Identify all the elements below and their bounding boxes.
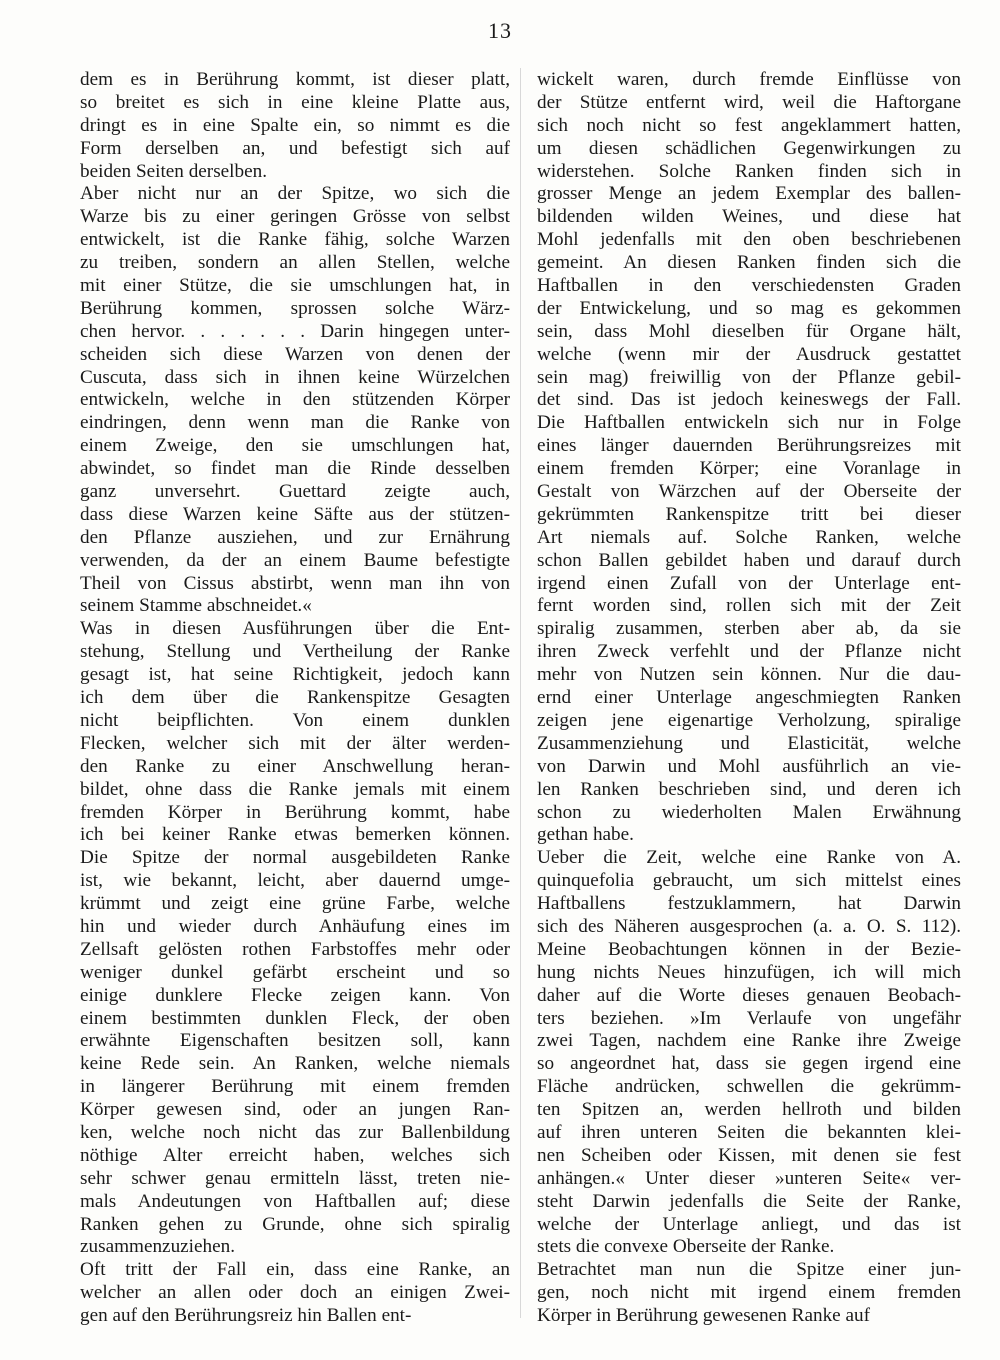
text-line: Die Spitze der normal ausgebildeten Ranke	[80, 847, 510, 869]
text-line: Form derselben an, und befestigt sich auf	[80, 137, 510, 159]
text-line: wickelt waren, durch fremde Einflüsse von	[537, 69, 961, 90]
text-line: sich noch nicht so fest angeklammert hatten,	[537, 114, 961, 136]
text-line: fremden Körper in Berührung kommt, habe	[80, 801, 510, 823]
text-line: bildet, ohne dass die Ranke jemals mit einem	[80, 778, 510, 800]
text-line: seinem Stamme abschneidet.«	[80, 595, 312, 617]
text-line: Körper gewesen sind, oder an jungen Ran-	[80, 1099, 510, 1121]
text-line: Gestalt von Wärzchen auf der Oberseite der	[537, 481, 961, 503]
text-line: sein, dass Mohl dieselben für Organe hält,	[537, 320, 961, 342]
text-line: Die Haftballen entwickeln sich nur in Folge	[537, 412, 961, 434]
text-line: irgend einen Zufall von der Unterlage ent-	[537, 572, 961, 594]
text-line: sehr schwer genau ermitteln lässt, treten nie-	[80, 1167, 510, 1189]
text-line: entwickelt, ist die Ranke fähig, solche Warzen	[80, 229, 510, 251]
text-line: Zellsaft gelösten rothen Farbstoffes mehr oder	[80, 938, 510, 960]
text-line: der Stütze entfernt wird, weil die Haftorgane	[537, 91, 961, 113]
text-line: ten Spitzen an, werden hellroth und bilden	[537, 1099, 961, 1121]
text-line: in längerer Berührung mit einem fremden	[80, 1076, 510, 1098]
text-line: keine Rede sein. An Ranken, welche niemals	[80, 1053, 510, 1075]
column-divider	[520, 68, 521, 1318]
right-text-column	[537, 69, 961, 1328]
text-line: Meine Beobachtungen können in der Bezie-	[537, 938, 961, 960]
text-line: gekrümmten Rankenspitze tritt bei dieser	[537, 503, 961, 525]
text-line: quinquefolia gebraucht, um sich mittelst eines	[537, 870, 961, 892]
text-line: dass diese Warzen keine Säfte aus der stützen-	[80, 503, 510, 525]
text-line: nen Scheiben oder Kissen, mit denen sie fest	[537, 1144, 961, 1166]
text-line: zusammenzuziehen.	[80, 1236, 236, 1258]
text-line: ken, welche noch nicht das zur Ballenbildung	[80, 1121, 510, 1143]
text-line: verwenden, da der an einem Baume befestigte	[80, 549, 510, 571]
text-line: eindringen, denn wenn man die Ranke von	[80, 412, 510, 434]
text-line: Fläche andrücken, schwellen die gekrümm-	[537, 1076, 961, 1098]
text-line: gemeint. An diesen Ranken finden sich die	[537, 252, 961, 274]
text-line: Oft tritt der Fall ein, dass eine Ranke, an	[80, 1259, 510, 1281]
text-line: zwei Tagen, nachdem eine Ranke ihre Zweige	[537, 1030, 961, 1052]
text-line: schon Ballen gebildet haben und darauf durch	[537, 549, 961, 571]
text-line: Aber nicht nur an der Spitze, wo sich die	[80, 183, 510, 205]
text-line: Betrachtet man nun die Spitze einer jun-	[537, 1259, 961, 1281]
text-line: beiden Seiten derselben.	[80, 160, 268, 182]
text-line: einem fremden Körper; eine Voranlage in	[537, 458, 961, 480]
text-line: Mohl jedenfalls mit den oben beschriebenen	[537, 229, 961, 251]
text-line: stets die convexe Oberseite der Ranke.	[537, 1236, 835, 1258]
text-line: ich bei keiner Ranke etwas bemerken können.	[80, 824, 510, 846]
text-line: zu treiben, sondern an allen Stellen, welche	[80, 252, 510, 274]
left-text-column	[80, 69, 510, 1328]
text-line: krümmt und zeigt eine grüne Farbe, welche	[80, 893, 510, 915]
text-line: gen, noch nicht mit irgend einem fremden	[537, 1282, 961, 1304]
text-line: Zusammenziehung und Elasticität, welche	[537, 732, 961, 754]
text-line: Berührung kommen, sprossen solche Wärz-	[80, 297, 510, 319]
text-line: Ranken gehen zu Grunde, ohne sich spiralig	[80, 1213, 510, 1235]
text-line: den Ranke zu einer Anschwellung heran-	[80, 755, 510, 777]
text-line: fernt worden sind, rollen sich mit der Zeit	[537, 595, 961, 617]
text-line: mit einer Stütze, die sie umschlungen hat, in	[80, 275, 510, 297]
text-line: anhängen.« Unter dieser »unteren Seite« ver-	[537, 1167, 961, 1189]
text-line: ters beziehen. »Im Verlaufe von ungefähr	[537, 1007, 961, 1029]
text-line: abwindet, so findet man die Rinde desselben	[80, 458, 510, 480]
text-line: Haftballen in den verschiedensten Graden	[537, 275, 961, 297]
text-line: Warze bis zu einer geringen Grösse von selbst	[80, 206, 510, 228]
text-line: hung nichts Neues hinzufügen, ich will mich	[537, 961, 961, 983]
text-line: weniger dunkel gefärbt erscheint und so	[80, 961, 510, 983]
text-line: ich dem über die Rankenspitze Gesagten	[80, 687, 510, 709]
text-line: chen hervor. . . . . . . Darin hingegen unter-	[80, 320, 510, 342]
text-line: det sind. Das ist jedoch keineswegs der Fall.	[537, 389, 961, 411]
text-line: daher auf die Worte dieses genauen Beobach-	[537, 984, 961, 1006]
text-line: sein mag) freiwillig von der Pflanze gebil-	[537, 366, 961, 388]
text-line: erwähnte Eigenschaften besitzen soll, kann	[80, 1030, 510, 1052]
text-line: len Ranken beschrieben sind, und deren ich	[537, 778, 961, 800]
text-line: gesagt ist, hat seine Richtigkeit, jedoch kann	[80, 664, 510, 686]
text-line: Was in diesen Ausführungen über die Ent-	[80, 618, 510, 640]
text-line: dringt es in eine Spalte ein, so nimmt es die	[80, 114, 510, 136]
text-line: ihren Zweck verfehlt und der Pflanze nicht	[537, 641, 961, 663]
text-line: widerstehen. Solche Ranken finden sich in	[537, 160, 961, 182]
text-line: welche der Unterlage anliegt, und das ist	[537, 1213, 961, 1235]
text-line: eines länger dauernden Berührungsreizes mit	[537, 435, 961, 457]
text-line: spiralig zusammen, sterben aber ab, da sie	[537, 618, 961, 640]
text-line: dem es in Berührung kommt, ist dieser platt,	[80, 69, 510, 90]
text-line: gethan habe.	[537, 824, 634, 846]
text-line: nöthige Alter erreicht haben, welches sich	[80, 1144, 510, 1166]
text-line: einem Zweige, den sie umschlungen hat,	[80, 435, 510, 457]
text-line: Art niemals auf. Solche Ranken, welche	[537, 526, 961, 548]
text-line: scheiden sich diese Warzen von denen der	[80, 343, 510, 365]
text-line: den Pflanze ausziehen, und zur Ernährung	[80, 526, 510, 548]
text-line: auf ihren unteren Seiten die bekannten klei-	[537, 1121, 961, 1143]
text-line: grosser Menge an jedem Exemplar des ballen-	[537, 183, 961, 205]
text-line: Haftballens festzuklammern, hat Darwin	[537, 893, 961, 915]
text-line: einige dunklere Flecke zeigen kann. Von	[80, 984, 510, 1006]
text-line: schon zu wiederholten Malen Erwähnung	[537, 801, 961, 823]
text-line: ernd einer Unterlage angeschmiegten Ranken	[537, 687, 961, 709]
text-line: Theil von Cissus abstirbt, wenn man ihn von	[80, 572, 510, 594]
text-line: hin und wieder durch Anhäufung eines im	[80, 915, 510, 937]
text-line: steht Darwin jedenfalls die Seite der Ranke,	[537, 1190, 961, 1212]
text-line: einem bestimmten dunklen Fleck, der oben	[80, 1007, 510, 1029]
page-number: 13	[488, 18, 512, 43]
text-line: von Darwin und Mohl ausführlich an vie-	[537, 755, 961, 777]
text-line: nicht beipflichten. Von einem dunklen	[80, 709, 510, 731]
text-line: mehr von Nutzen sein können. Nur die dau-	[537, 664, 961, 686]
text-line: welcher an allen oder doch an einigen Zwei-	[80, 1282, 510, 1304]
text-line: Ueber die Zeit, welche eine Ranke von A.	[537, 847, 961, 869]
text-line: Cuscuta, dass sich in ihnen keine Würzelchen	[80, 366, 510, 388]
text-line: gen auf den Berührungsreiz hin Ballen ent-	[80, 1305, 412, 1327]
text-line: um diesen schädlichen Gegenwirkungen zu	[537, 137, 961, 159]
text-line: so angeordnet hat, dass sie gegen irgend eine	[537, 1053, 961, 1075]
text-line: ist, wie bekannt, leicht, aber dauernd umge-	[80, 870, 510, 892]
text-line: entwickeln, welche in den stützenden Körper	[80, 389, 510, 411]
text-line: ganz unversehrt. Guettard zeigte auch,	[80, 481, 510, 503]
text-line: Flecken, welcher sich mit der älter werden-	[80, 732, 510, 754]
text-line: sich des Näheren ausgesprochen (a. a. O. S. 112).	[537, 915, 961, 937]
text-line: so breitet es sich in eine kleine Platte aus,	[80, 91, 510, 113]
text-line: stehung, Stellung und Vertheilung der Ranke	[80, 641, 510, 663]
text-line: bildenden wilden Weines, und diese hat	[537, 206, 961, 228]
text-line: Körper in Berührung gewesenen Ranke auf	[537, 1305, 870, 1327]
text-line: mals Andeutungen von Haftballen auf; diese	[80, 1190, 510, 1212]
text-line: welche (wenn mir der Ausdruck gestattet	[537, 343, 961, 365]
text-line: zeigen jene eigenartige Verholzung, spiralige	[537, 709, 961, 731]
text-line: der Entwickelung, und so mag es gekommen	[537, 297, 961, 319]
